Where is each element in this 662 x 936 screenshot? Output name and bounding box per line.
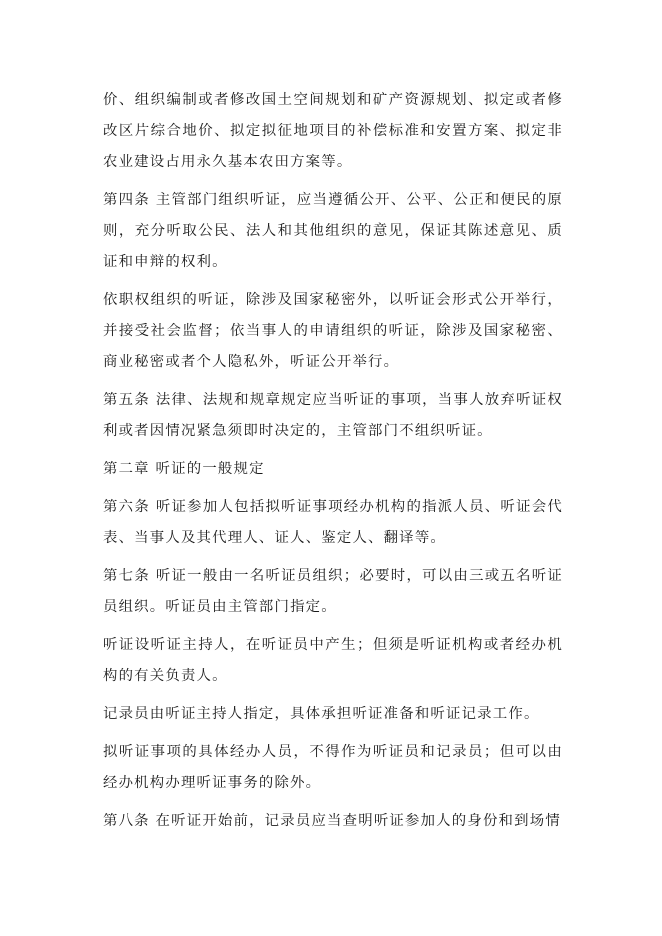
- paragraph-hearing-host: 听证设听证主持人，在听证员中产生；但须是听证机构或者经办机构的有关负责人。: [103, 637, 563, 684]
- paragraph-handler-exclusion: 拟听证事项的具体经办人员，不得作为听证员和记录员；但可以由经办机构办理听证事务的除外。: [103, 744, 563, 791]
- chapter-heading: 第二章 听证的一般规定: [103, 461, 265, 477]
- paragraph-continuation: 价、组织编制或者修改国土空间规划和矿产资源规划、拟定或者修改区片综合地价、拟定拟征地项目的补偿标准和安置方案、拟定非农业建设占用永久基本农田方案等。: [103, 92, 563, 170]
- paragraph-article-4: 第四条 主管部门组织听证，应当遵循公开、公平、公正和便民的原则，充分听取公民、法人和其他组织的意见，保证其陈述意见、质证和申辩的权利。: [103, 192, 563, 270]
- paragraph-article-4-hearing-disclosure: 依职权组织的听证，除涉及国家秘密外，以听证会形式公开举行，并接受社会监督；依当事人的申请组织的听证，除涉及国家秘密、商业秘密或者个人隐私外，听证公开举行。: [103, 292, 563, 370]
- document-body: [103, 85, 563, 844]
- paragraph-recorder: 记录员由听证主持人指定，具体承担听证准备和听证记录工作。: [103, 706, 540, 722]
- paragraph-article-6: 第六条 听证参加人包括拟听证事项经办机构的指派人员、听证会代表、当事人及其代理人、证人、鉴定人、翻译等。: [103, 499, 563, 546]
- paragraph-article-7: 第七条 听证一般由一名听证员组织；必要时，可以由三或五名听证员组织。听证员由主管部门指定。: [103, 568, 563, 615]
- paragraph-article-5: 第五条 法律、法规和规章规定应当听证的事项，当事人放弃听证权利或者因情况紧急须即时决定的，主管部门不组织听证。: [103, 392, 563, 439]
- paragraph-article-8: 第八条 在听证开始前，记录员应当查明听证参加人的身份和到场情: [103, 813, 561, 829]
